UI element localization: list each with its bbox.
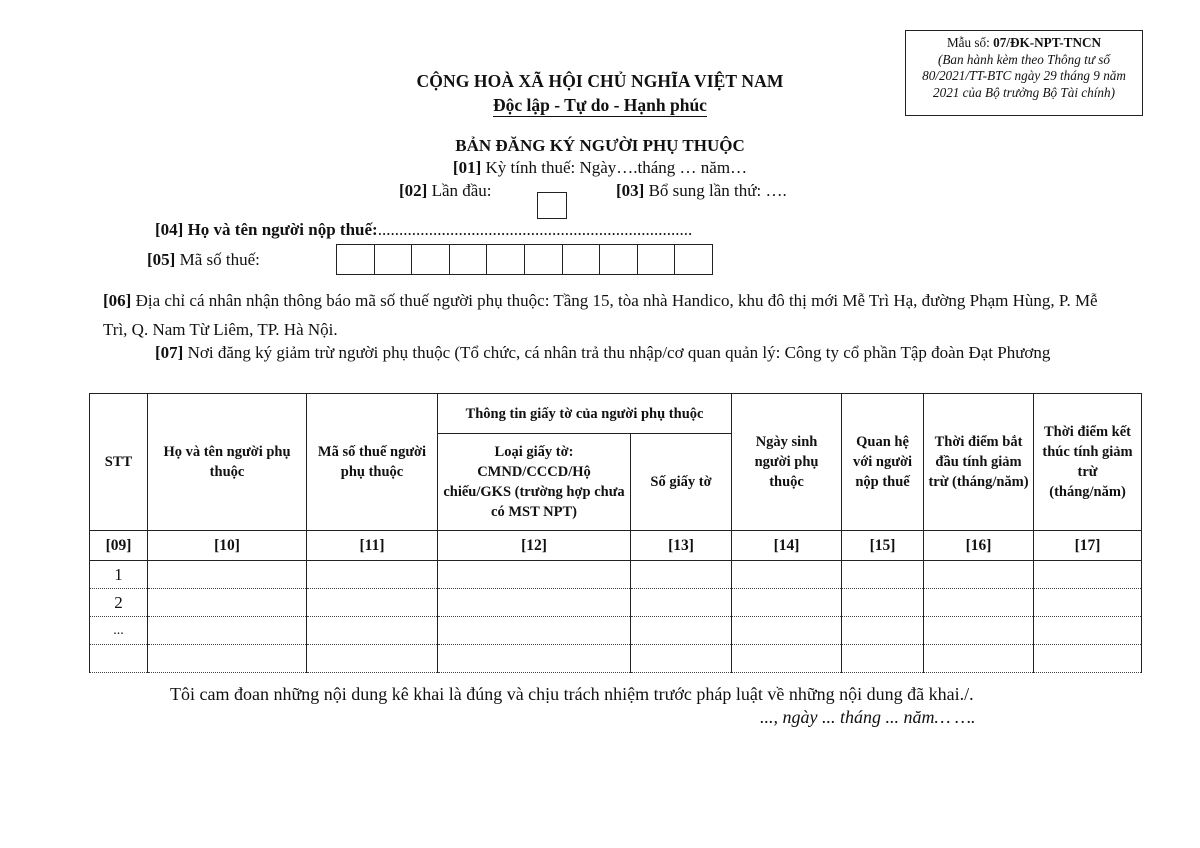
table-cell[interactable]	[842, 645, 924, 673]
tax-code-grid	[336, 244, 713, 275]
table-cell[interactable]	[732, 645, 842, 673]
form-note-line-3: 2021 của Bộ trưởng Bộ Tài chính)	[933, 84, 1115, 100]
table-cell[interactable]	[148, 645, 307, 673]
row-number	[90, 645, 148, 673]
nation-heading: CỘNG HOÀ XÃ HỘI CHỦ NGHĨA VIỆT NAM	[416, 71, 784, 91]
table-cell[interactable]	[732, 561, 842, 589]
table-cell[interactable]	[732, 589, 842, 617]
row-number: 2	[90, 589, 148, 617]
table-cell[interactable]	[924, 561, 1034, 589]
col-index: [16]	[924, 531, 1034, 561]
table-cell[interactable]	[438, 617, 631, 645]
table-cell[interactable]	[842, 617, 924, 645]
table-cell[interactable]	[732, 617, 842, 645]
col-header-document-type: Loại giấy tờ: CMND/CCCD/Hộ chiếu/GKS (trường hợp chưa có MST NPT)	[438, 434, 631, 531]
table-cell[interactable]	[924, 589, 1034, 617]
table-cell[interactable]	[924, 645, 1034, 673]
field-05-tax-code-label: [05] Mã số thuế:	[147, 250, 260, 269]
table-cell[interactable]	[631, 645, 732, 673]
dependents-table	[89, 393, 1142, 673]
table-cell[interactable]	[438, 561, 631, 589]
tax-code-digit-box[interactable]	[525, 245, 563, 274]
table-cell[interactable]	[924, 617, 1034, 645]
row-number: 1	[90, 561, 148, 589]
taxpayer-name-input[interactable]: ..........................................................................	[377, 220, 693, 239]
tax-code-digit-box[interactable]	[450, 245, 488, 274]
field-06-address: [06] Địa chỉ cá nhân nhận thông báo mã số thuế người phụ thuộc: Tầng 15, tòa nhà Handico, khu đô thị mới Mễ Trì Hạ, đường Phạm Hùng, P. Mễ Trì, Q. Nam Từ Liêm, TP. Hà Nội.	[103, 291, 1098, 339]
motto: Độc lập - Tự do - Hạnh phúc	[493, 95, 707, 115]
commitment-statement: Tôi cam đoan những nội dung kê khai là đúng và chịu trách nhiệm trước pháp luật về những nội dung đã khai./.	[170, 684, 974, 704]
col-index: [12]	[438, 531, 631, 561]
table-row	[90, 645, 1142, 673]
col-index: [11]	[307, 531, 438, 561]
col-header-stt: STT	[90, 394, 148, 531]
table-cell[interactable]	[307, 561, 438, 589]
col-header-relationship: Quan hệ với người nộp thuế	[842, 394, 924, 531]
col-header-dependent-name: Họ và tên người phụ thuộc	[148, 394, 307, 531]
table-cell[interactable]	[842, 561, 924, 589]
table-cell[interactable]	[631, 561, 732, 589]
table-cell[interactable]	[148, 561, 307, 589]
index-row	[90, 531, 1142, 561]
col-header-deduction-end: Thời điểm kết thúc tính giảm trừ (tháng/năm)	[1034, 394, 1142, 531]
col-index: [17]	[1034, 531, 1142, 561]
table-cell[interactable]	[1034, 561, 1142, 589]
col-index: [13]	[631, 531, 732, 561]
table-cell[interactable]	[307, 589, 438, 617]
col-header-deduction-start: Thời điểm bắt đầu tính giảm trừ (tháng/năm)	[924, 394, 1034, 531]
tax-code-digit-box[interactable]	[337, 245, 375, 274]
table-cell[interactable]	[438, 645, 631, 673]
tax-code-digit-box[interactable]	[600, 245, 638, 274]
col-index: [10]	[148, 531, 307, 561]
table-cell[interactable]	[1034, 617, 1142, 645]
tax-code-digit-box[interactable]	[675, 245, 712, 274]
col-index: [14]	[732, 531, 842, 561]
field-01-tax-period: [01] Kỳ tính thuế: Ngày….tháng … năm…	[452, 158, 748, 177]
table-row	[90, 561, 1142, 589]
field-04-taxpayer-name: [04] Họ và tên người nộp thuế:..........................................................................	[155, 220, 693, 239]
table-cell[interactable]	[307, 645, 438, 673]
tax-code-digit-box[interactable]	[563, 245, 601, 274]
col-header-dependent-tax-code: Mã số thuế người phụ thuộc	[307, 394, 438, 531]
table-cell[interactable]	[148, 617, 307, 645]
form-number-box	[905, 30, 1143, 116]
col-group-header-documents: Thông tin giấy tờ của người phụ thuộc	[438, 394, 732, 434]
table-cell[interactable]	[307, 617, 438, 645]
tax-code-digit-box[interactable]	[638, 245, 676, 274]
col-header-document-number: Số giấy tờ	[631, 434, 732, 531]
col-index: [09]	[90, 531, 148, 561]
tax-code-digit-box[interactable]	[375, 245, 413, 274]
table-cell[interactable]	[842, 589, 924, 617]
document-title: BẢN ĐĂNG KÝ NGƯỜI PHỤ THUỘC	[455, 136, 745, 155]
table-cell[interactable]	[631, 589, 732, 617]
form-number: Mẫu số: 07/ĐK-NPT-TNCN	[946, 35, 1102, 50]
form-note-line-2: 80/2021/TT-BTC ngày 29 tháng 9 năm	[922, 68, 1126, 83]
table-cell[interactable]	[1034, 645, 1142, 673]
table-row	[90, 617, 1142, 645]
table-cell[interactable]	[1034, 589, 1142, 617]
row-number: ...	[90, 617, 148, 645]
signature-dateline: ..., ngày ... tháng ... năm… ….	[760, 707, 976, 727]
table-cell[interactable]	[438, 589, 631, 617]
tax-code-digit-box[interactable]	[412, 245, 450, 274]
table-cell[interactable]	[631, 617, 732, 645]
table-cell[interactable]	[148, 589, 307, 617]
col-header-birth-date: Ngày sinh người phụ thuộc	[732, 394, 842, 531]
first-time-checkbox[interactable]	[537, 192, 567, 219]
col-index: [15]	[842, 531, 924, 561]
form-note-line-1: (Ban hành kèm theo Thông tư số	[937, 51, 1111, 67]
field-03-supplement: [03] Bổ sung lần thứ: ….	[616, 181, 787, 200]
table-row	[90, 589, 1142, 617]
field-07-registration-place: [07] Nơi đăng ký giảm trừ người phụ thuộc (Tổ chức, cá nhân trả thu nhập/cơ quan quản lý: Công ty cổ phần Tập đoàn Đạt Phương	[155, 343, 1051, 362]
tax-code-digit-box[interactable]	[487, 245, 525, 274]
field-02-first-time: [02] Lần đầu:	[399, 181, 492, 200]
